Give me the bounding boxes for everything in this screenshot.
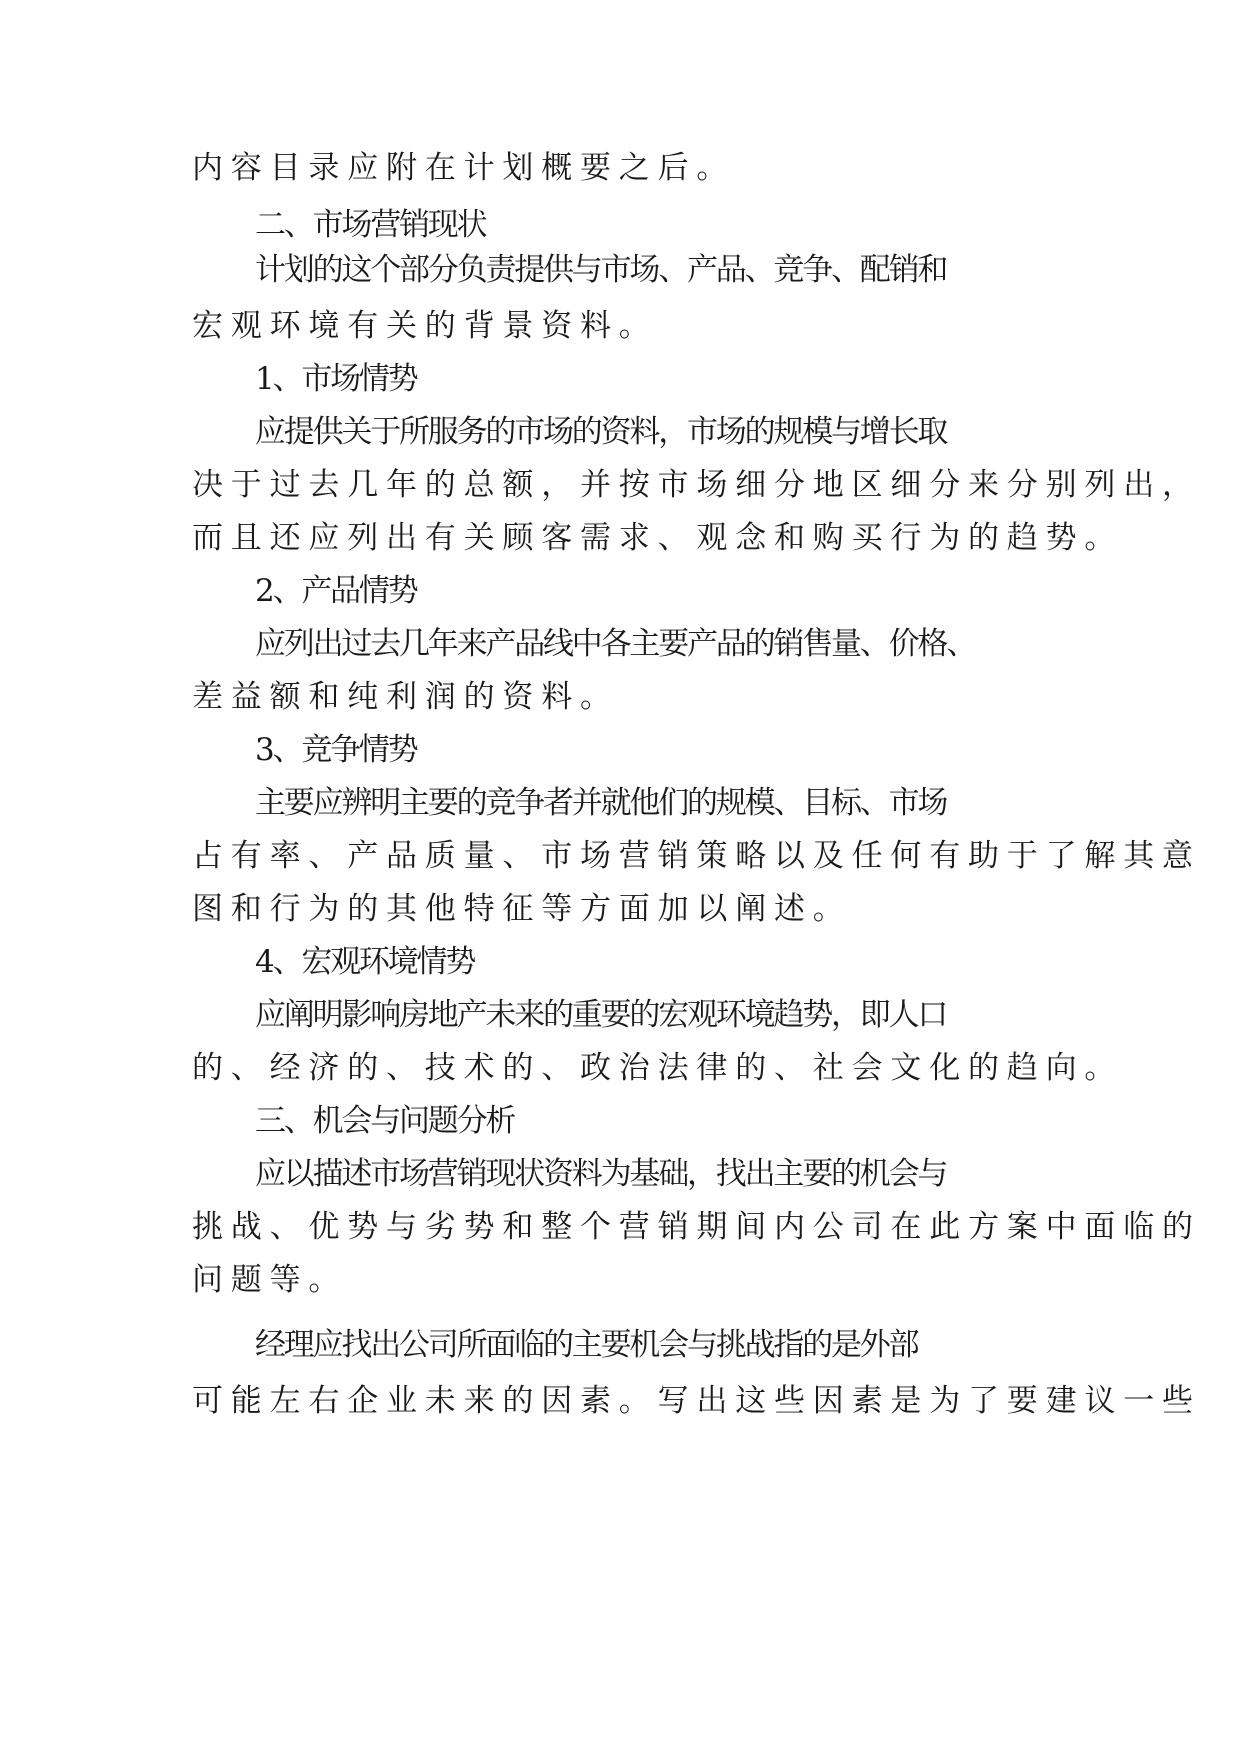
text-line: 差益额和纯利润的资料。 — [192, 679, 619, 715]
text-line: 图和行为的其他特征等方面加以阐述。 — [192, 891, 852, 927]
text-line: 应阐明影响房地产未来的重要的宏观环境趋势，即人口 — [255, 997, 947, 1033]
subsection-heading: 1、市场情势 — [255, 361, 417, 397]
subsection-heading: 3、竞争情势 — [255, 732, 417, 768]
text-line: 可能左右企业未来的因素。写出这些因素是为了要建议一些 — [192, 1383, 1201, 1419]
text-line: 问题等。 — [192, 1262, 348, 1298]
text-line: 而且还应列出有关顾客需求、观念和购买行为的趋势。 — [192, 520, 1124, 556]
text-line: 主要应辨明主要的竞争者并就他们的规模、目标、市场 — [255, 785, 947, 821]
text-line: 的、经济的、技术的、政治法律的、社会文化的趋向。 — [192, 1050, 1124, 1086]
section-heading: 三、机会与问题分析 — [255, 1103, 515, 1139]
text-line: 挑战、优势与劣势和整个营销期间内公司在此方案中面临的 — [192, 1209, 1201, 1245]
text-line: 应列出过去几年来产品线中各主要产品的销售量、价格、 — [255, 626, 975, 662]
text-line: 计划的这个部分负责提供与市场、产品、竞争、配销和 — [255, 252, 947, 288]
text-line: 内容目录应附在计划概要之后。 — [192, 150, 736, 186]
subsection-heading: 4、宏观环境情势 — [255, 944, 475, 980]
text-line: 应提供关于所服务的市场的资料，市场的规模与增长取 — [255, 414, 947, 450]
subsection-heading: 2、产品情势 — [255, 573, 417, 609]
text-line: 决于过去几年的总额，并按市场细分地区细分来分别列出， — [192, 467, 1201, 503]
text-line: 应以描述市场营销现状资料为基础，找出主要的机会与 — [255, 1156, 947, 1192]
text-line: 占有率、产品质量、市场营销策略以及任何有助于了解其意 — [192, 838, 1201, 874]
text-line: 经理应找出公司所面临的主要机会与挑战指的是外部 — [255, 1327, 918, 1363]
text-line: 宏观环境有关的背景资料。 — [192, 308, 658, 344]
section-heading: 二、市场营销现状 — [255, 207, 486, 243]
